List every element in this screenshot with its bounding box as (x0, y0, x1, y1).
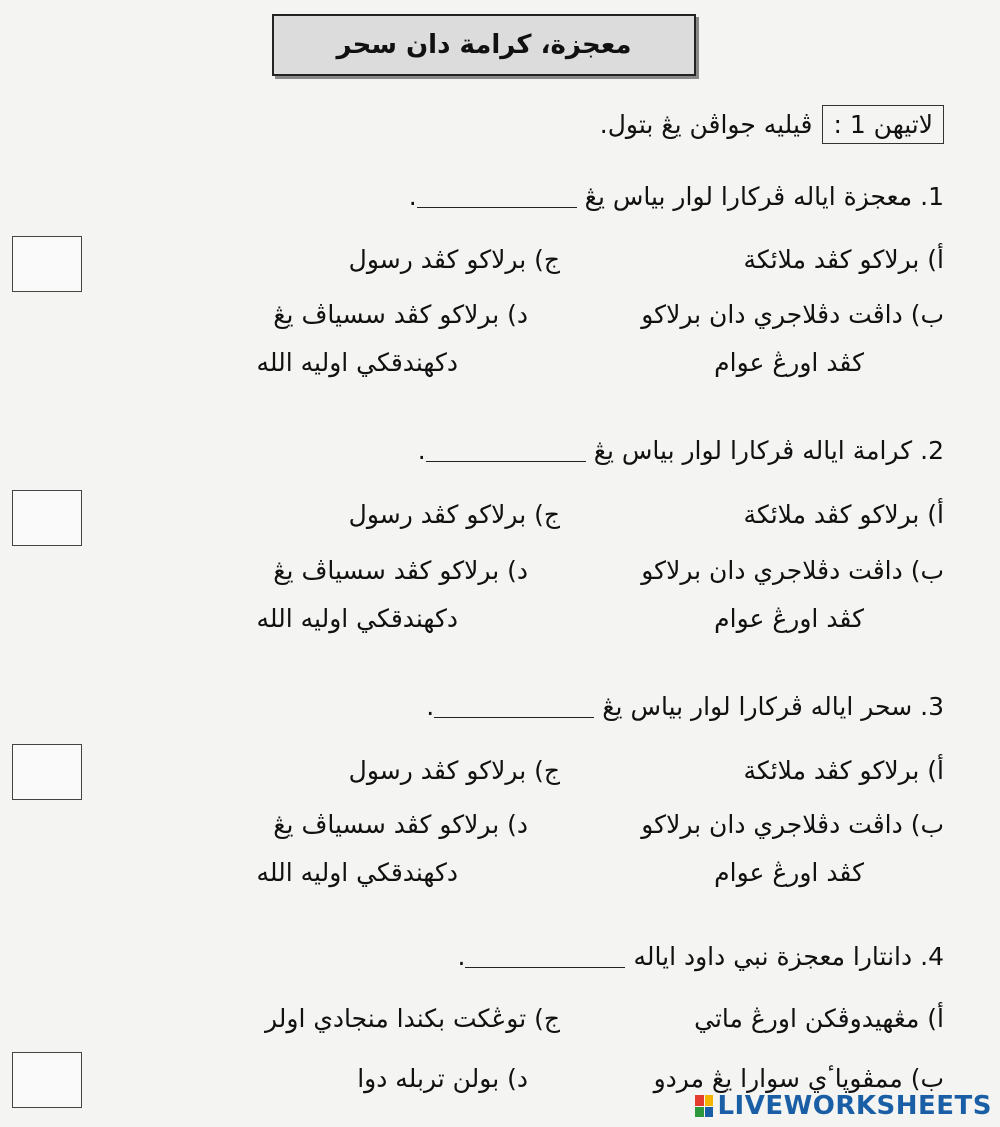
option-c[interactable]: ج) برلاكو كڤد رسول (348, 756, 560, 785)
question-1 (409, 182, 944, 211)
question-number: 3. (920, 692, 944, 721)
question-number: 4. (920, 942, 944, 971)
answer-blank (417, 189, 577, 208)
instruction-text: ڤيليه جواڤن يڠ بتول. (599, 109, 813, 139)
question-end: . (417, 436, 426, 465)
option-c[interactable]: ج) برلاكو كڤد رسول (348, 245, 560, 274)
page-title: معجزة، كرامة دان سحر (272, 14, 696, 76)
question-end: . (408, 182, 417, 211)
option-c[interactable]: ج) توڠكت بكندا منجادي اولر (264, 1004, 560, 1033)
option-b[interactable]: ب) داڤت دڤلاجري دان برلاكو (641, 556, 944, 585)
answer-box-3[interactable] (12, 744, 82, 800)
instruction-label: لاتيهن 1 : (822, 105, 944, 144)
answer-blank (434, 699, 594, 718)
option-d-cont: دكهندقكي اوليه الله (256, 348, 458, 377)
answer-box-2[interactable] (12, 490, 82, 546)
logo-text: LIVEWORKSHEETS (717, 1091, 992, 1121)
option-d[interactable]: د) برلاكو كڤد سسياڤ يڠ (273, 810, 528, 839)
option-b-cont: كڤد اورڠ عوام (714, 604, 864, 633)
question-3 (426, 692, 944, 721)
option-a[interactable]: أ) برلاكو كڤد ملائكة (743, 756, 944, 785)
answer-blank (426, 443, 586, 462)
question-4 (458, 942, 944, 971)
answer-box-4[interactable] (12, 1052, 82, 1108)
option-a[interactable]: أ) برلاكو كڤد ملائكة (743, 245, 944, 274)
answer-blank (465, 949, 625, 968)
option-d[interactable]: د) برلاكو كڤد سسياڤ يڠ (273, 300, 528, 329)
option-d[interactable]: د) بولن تربله دوا (357, 1064, 528, 1093)
question-text: سحر اياله ڤركارا لوار بياس يڠ (602, 692, 913, 721)
option-b[interactable]: ب) داڤت دڤلاجري دان برلاكو (641, 300, 944, 329)
question-text: كرامة اياله ڤركارا لوار بياس يڠ (593, 436, 913, 465)
question-number: 1. (920, 182, 944, 211)
option-c[interactable]: ج) برلاكو كڤد رسول (348, 500, 560, 529)
instruction (600, 102, 944, 146)
option-a[interactable]: أ) مڠهيدوڤكن اورڠ ماتي (694, 1004, 944, 1033)
question-end: . (426, 692, 435, 721)
question-2 (418, 436, 944, 465)
option-b[interactable]: ب) داڤت دڤلاجري دان برلاكو (641, 810, 944, 839)
question-text: دانتارا معجزة نبي داود اياله (633, 942, 913, 971)
question-number: 2. (920, 436, 944, 465)
liveworksheets-logo (695, 1091, 992, 1121)
option-d-cont: دكهندقكي اوليه الله (256, 858, 458, 887)
logo-icon (695, 1095, 713, 1117)
option-a[interactable]: أ) برلاكو كڤد ملائكة (743, 500, 944, 529)
option-b[interactable]: ب) ممڤوڽاٴي سوارا يڠ مردو (653, 1064, 944, 1093)
option-b-cont: كڤد اورڠ عوام (714, 348, 864, 377)
option-d-cont: دكهندقكي اوليه الله (256, 604, 458, 633)
question-end: . (457, 942, 466, 971)
option-d[interactable]: د) برلاكو كڤد سسياڤ يڠ (273, 556, 528, 585)
question-text: معجزة اياله ڤركارا لوار بياس يڠ (584, 182, 913, 211)
option-b-cont: كڤد اورڠ عوام (714, 858, 864, 887)
answer-box-1[interactable] (12, 236, 82, 292)
